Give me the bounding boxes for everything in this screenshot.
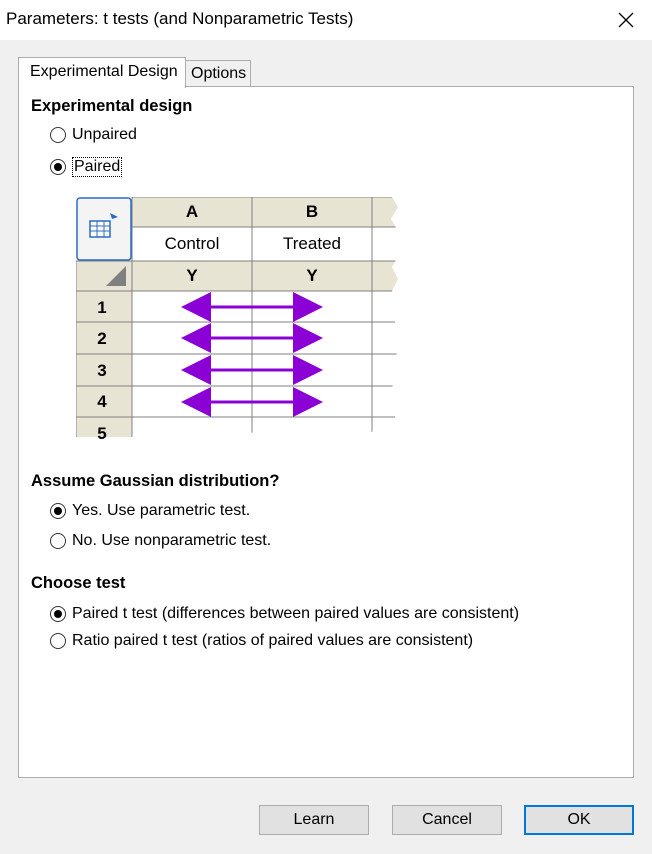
radio-button[interactable] <box>50 127 66 143</box>
row-number: 1 <box>97 298 107 317</box>
paired-data-illustration <box>76 197 406 447</box>
column-subheader: Y <box>306 266 318 285</box>
radio-button[interactable] <box>50 606 66 622</box>
close-button[interactable] <box>600 0 652 40</box>
column-name: Control <box>164 234 220 253</box>
choose-test-heading: Choose test <box>31 574 126 592</box>
cancel-button[interactable]: Cancel <box>392 805 502 835</box>
row-number: 3 <box>97 361 107 380</box>
gaussian-heading: Assume Gaussian distribution? <box>31 472 280 490</box>
ratio-paired-t-test-radio[interactable] <box>50 632 473 650</box>
radio-label: Unpaired <box>72 126 137 143</box>
tab-label: Options <box>191 65 247 82</box>
title-bar <box>0 0 652 40</box>
tab-options[interactable] <box>184 60 251 87</box>
experimental-design-heading: Experimental design <box>31 97 193 115</box>
radio-label: Ratio paired t test (ratios of paired values are consistent) <box>72 632 474 649</box>
radio-label: Yes. Use parametric test. <box>72 502 251 519</box>
column-name: Treated <box>283 234 341 253</box>
row-number: 2 <box>97 329 107 348</box>
paired-radio[interactable] <box>50 157 122 177</box>
radio-label: No. Use nonparametric test. <box>72 532 272 549</box>
radio-button[interactable] <box>50 159 66 175</box>
column-subheader: Y <box>186 266 198 285</box>
radio-label: Paired <box>74 158 121 175</box>
unpaired-radio[interactable] <box>50 126 137 144</box>
column-letter: B <box>305 202 319 221</box>
column-letter: A <box>185 202 199 221</box>
table-format-button <box>77 198 131 260</box>
radio-label: Paired t test (differences between paired values are consistent) <box>72 605 520 622</box>
paired-t-test-radio[interactable] <box>50 605 519 623</box>
close-icon <box>618 12 634 28</box>
window-title: Parameters: t tests (and Nonparametric Tests) <box>6 9 354 28</box>
radio-button[interactable] <box>50 633 66 649</box>
radio-button[interactable] <box>50 503 66 519</box>
radio-button[interactable] <box>50 533 66 549</box>
ok-button[interactable]: OK <box>524 805 634 835</box>
learn-button[interactable]: Learn <box>259 805 369 835</box>
row-number: 4 <box>97 392 107 411</box>
nonparametric-radio[interactable] <box>50 532 271 550</box>
row-number: 5 <box>97 424 107 443</box>
parametric-radio[interactable] <box>50 502 250 520</box>
tab-experimental-design[interactable] <box>18 57 186 88</box>
tab-label: Experimental Design <box>30 63 178 80</box>
